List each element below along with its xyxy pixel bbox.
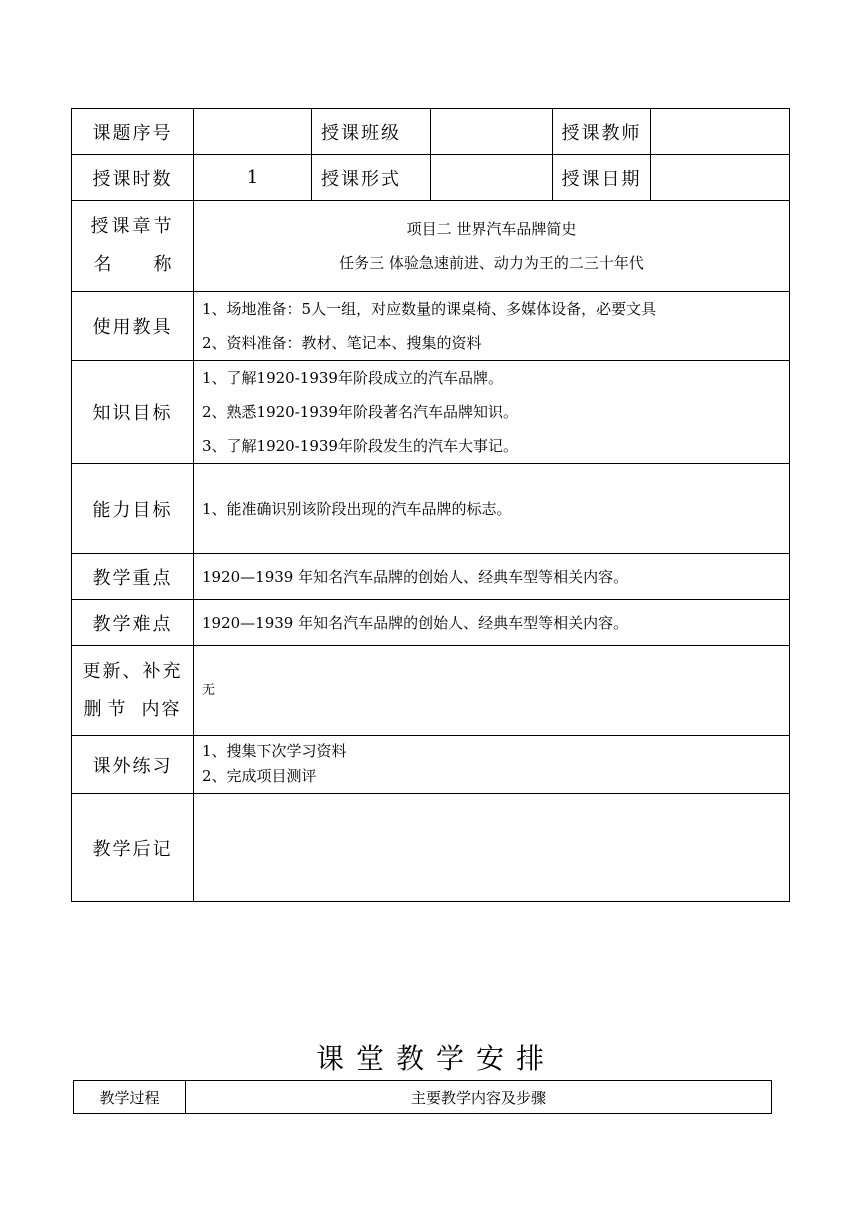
updates-label [72,646,194,736]
teacher-label: 授课教师 [553,109,651,155]
knowledge-line: 2、熟悉1920-1939年阶段著名汽车品牌知识。 [202,403,518,421]
equipment-label: 使用教具 [72,292,194,361]
knowledge-line: 3、了解1920-1939年阶段发生的汽车大事记。 [202,437,518,455]
class-arrangement-table [73,1080,772,1114]
section-title: 课堂教学安排 [315,1042,556,1075]
homework-value [194,736,790,794]
row-knowledge [72,361,790,464]
reflection-value [194,794,790,902]
homework-line: 2、完成项目测评 [202,767,317,785]
arrangement-header-row [74,1081,772,1114]
hours-label: 授课时数 [72,155,194,201]
chapter-label-line1: 授课章节 [90,216,175,237]
knowledge-line: 1、了解1920-1939年阶段成立的汽车品牌。 [202,369,503,387]
knowledge-label: 知识目标 [72,361,194,464]
row-equipment [72,292,790,361]
content-header: 主要教学内容及步骤 [186,1081,772,1114]
homework-line: 1、搜集下次学习资料 [202,742,347,760]
form-value [431,155,553,201]
date-value [651,155,790,201]
key-points-label: 教学重点 [72,554,194,600]
equipment-value [194,292,790,361]
form-label: 授课形式 [312,155,431,201]
row-reflection [72,794,790,902]
lesson-plan-table [71,108,790,902]
updates-label-line2 [72,691,193,729]
knowledge-value [194,361,790,464]
row-updates [72,646,790,736]
chapter-label-line2 [72,246,193,284]
chapter-label-name: 名 [93,254,112,275]
difficulties-label: 教学难点 [72,600,194,646]
class-value [431,109,553,155]
hours-value: 1 [194,155,312,201]
chapter-label-title: 称 [153,254,172,275]
updates-label-line1: 更新、补充 [82,660,183,682]
ability-value: 1、能准确识别该阶段出现的汽车品牌的标志。 [194,464,790,554]
row-topic [72,109,790,155]
row-ability [72,464,790,554]
topic-no-label: 课题序号 [72,109,194,155]
updates-label-content: 内容 [141,698,182,720]
updates-value: 无 [194,646,790,736]
row-homework [72,736,790,794]
date-label: 授课日期 [553,155,651,201]
row-key-points [72,554,790,600]
ability-label: 能力目标 [72,464,194,554]
row-hours [72,155,790,201]
chapter-project: 项目二 世界汽车品牌简史 [406,220,577,238]
row-chapter [72,201,790,292]
teacher-value [651,109,790,155]
chapter-value [194,201,790,292]
reflection-label: 教学后记 [72,794,194,902]
equipment-line: 1、场地准备：5人一组，对应数量的课桌椅、多媒体设备，必要文具 [202,300,657,318]
row-difficulties [72,600,790,646]
equipment-line: 2、资料准备：教材、笔记本、搜集的资料 [202,334,482,352]
process-header: 教学过程 [74,1081,186,1114]
topic-no-value [194,109,312,155]
class-label: 授课班级 [312,109,431,155]
difficulties-value: 1920—1939 年知名汽车品牌的创始人、经典车型等相关内容。 [194,600,790,646]
homework-label: 课外练习 [72,736,194,794]
chapter-task: 任务三 体验急速前进、动力为王的二三十年代 [339,254,644,272]
key-points-value: 1920—1939 年知名汽车品牌的创始人、经典车型等相关内容。 [194,554,790,600]
chapter-label [72,201,194,292]
updates-label-delete: 删节 [83,698,132,720]
